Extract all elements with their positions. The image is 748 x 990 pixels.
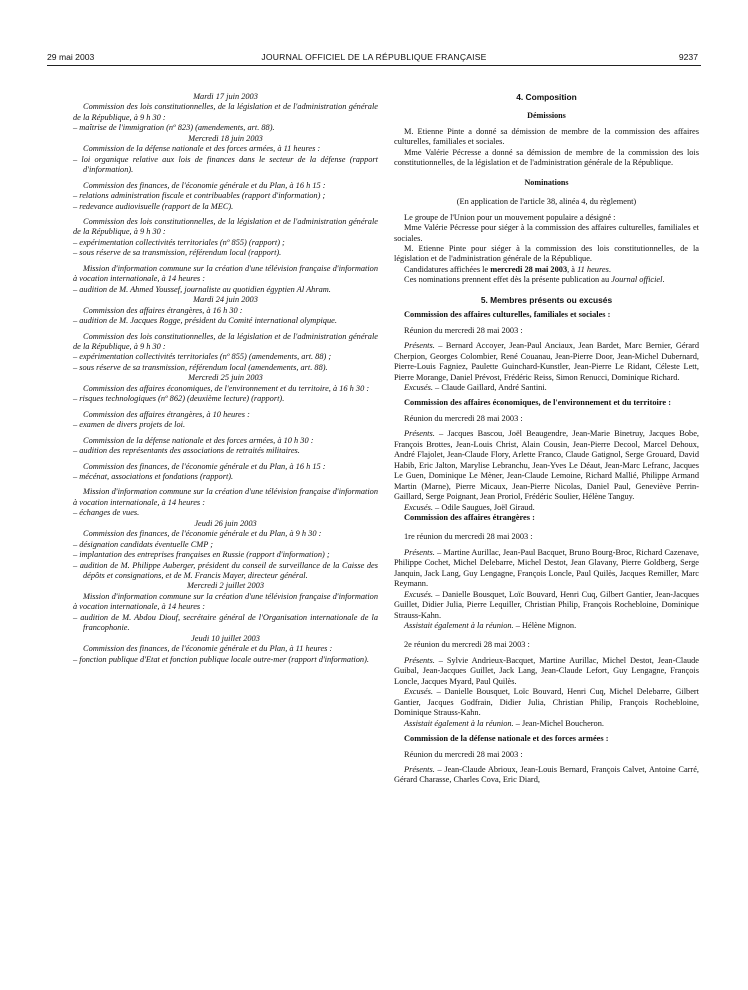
italic-journal: Journal officiel bbox=[611, 275, 663, 285]
assisting-list: – Hélène Mignon. bbox=[513, 621, 577, 631]
meeting-line: Commission des finances, de l'économie générale et du Plan, à 16 h 15 : bbox=[83, 180, 326, 190]
meeting-line: Mission d'information commune sur la création d'une télévision française d'information à vocation internationale, à 14 heures : bbox=[73, 487, 378, 507]
present-list: – Martine Aurillac, Jean-Paul Bacquet, Bruno Bourg-Broc, Richard Cazenave, Philippe Cochet, Michel Delebarre, Michel Destot, Jean Glavany, Pierre Goldberg, Serge Janquin, Jack Lang, Guy Lengagne, François Loncle, Paul Quilès, Jacques Remiller, Marc Reymann. bbox=[394, 547, 699, 589]
effect-paragraph bbox=[394, 275, 699, 285]
excused-list: – Danielle Bousquet, Loïc Bouvard, Henri Cuq, Michel Delebarre, Gilbert Gantier, Jacques Godfrain, Didier Julia, Christian Philip, François Rochebloine, Dominique Strauss-Kahn. bbox=[394, 687, 699, 718]
journal-title: JOURNAL OFFICIEL DE LA RÉPUBLIQUE FRANÇAISE bbox=[261, 52, 487, 62]
meeting-date: Réunion du mercredi 28 mai 2003 : bbox=[404, 413, 523, 423]
commission-name: Commission de la défense nationale et des forces armées : bbox=[404, 734, 609, 744]
present-label: Présents. bbox=[404, 655, 435, 665]
agenda-item: – audition de M. Philippe Auberger, président du conseil de surveillance de la Caisse des dépôts et consignations, et de M. Francis Mayer, directeur général. bbox=[73, 560, 378, 581]
attendance-present bbox=[394, 341, 699, 383]
present-label: Présents. bbox=[404, 429, 435, 439]
present-list: – Jean-Claude Abrioux, Jean-Louis Bernard, François Calvet, Antoine Carré, Gérard Charasse, Charles Cova, Eric Diard, bbox=[394, 765, 699, 785]
agenda-item: – maîtrise de l'immigration (nº 823) (amendements, art. 88). bbox=[73, 123, 275, 133]
agenda-item: – redevance audiovisuelle (rapport de la MEC). bbox=[73, 201, 234, 211]
paragraph: Le groupe de l'Union pour un mouvement populaire a désigné : bbox=[404, 212, 616, 222]
header-date: 29 mai 2003 bbox=[47, 52, 95, 62]
text-run: . bbox=[662, 275, 665, 285]
agenda-item: – mécénat, associations et fondations (rapport). bbox=[73, 471, 234, 481]
present-list: – Sylvie Andrieux-Bacquet, Martine Aurillac, Michel Destot, Jean-Claude Guibal, Jean-Jacques Guillet, Jack Lang, Jean-Claude Lefort, Guy Lengagne, François Loncle, Jacques Myard, Paul Quilès. bbox=[394, 655, 699, 686]
meeting-line: Commission des finances, de l'économie générale et du Plan, à 16 h 15 : bbox=[83, 461, 326, 471]
date-heading: Mercredi 18 juin 2003 bbox=[188, 133, 263, 143]
assisting-label: Assistait également à la réunion. bbox=[404, 621, 514, 631]
attendance-present bbox=[394, 765, 699, 786]
present-label: Présents. bbox=[404, 765, 435, 775]
italic-time: 11 heures bbox=[577, 264, 609, 274]
meeting-line: Commission des lois constitutionnelles, de la législation et de l'administration générale de la République, à 9 h 30 : bbox=[73, 331, 378, 351]
date-heading: Mardi 17 juin 2003 bbox=[193, 92, 258, 101]
attendance-present bbox=[394, 656, 699, 687]
text-run: Candidatures affichées le bbox=[404, 264, 491, 274]
agenda-item: – implantation des entreprises françaises en Russie (rapport d'information) ; bbox=[73, 550, 330, 560]
attendance-excused bbox=[394, 590, 699, 621]
attendance-present bbox=[394, 548, 699, 590]
meeting-date: 1re réunion du mercredi 28 mai 2003 : bbox=[404, 532, 533, 542]
paragraph: M. Etienne Pinte pour siéger à la commission des lois constitutionnelles, de la législation et de l'administration générale de la République. bbox=[394, 243, 699, 264]
meeting-line: Commission des finances, de l'économie générale et du Plan, à 11 heures : bbox=[83, 644, 333, 654]
agenda-item: – échanges de vues. bbox=[73, 508, 140, 518]
text-run: Ces nominations prennent effet dès la présente publication au bbox=[404, 275, 612, 285]
excused-label: Excusés. bbox=[404, 687, 433, 697]
agenda-item: – expérimentation collectivités territoriales (nº 855) (amendements, art. 88) ; bbox=[73, 352, 332, 362]
agenda-item: – relations administration fiscale et contribuables (rapport d'information) ; bbox=[73, 191, 326, 201]
agenda-item: – désignation candidats éventuelle CMP ; bbox=[73, 539, 214, 549]
attendance-assisting bbox=[394, 719, 699, 729]
present-list: – Jacques Bascou, Joël Beaugendre, Jean-Marie Binetruy, Jacques Bobe, François Brottes, Jean-Louis Christ, Alain Cousin, Jean-Pierre Decool, Marcel Dehoux, André Flajolet, Jean-Claude Flory, Arlette Franco, Claude Gatignol, Serge Grouard, David Habib, Eric Jalton, Marylise Lebranchu, Jean-Yves Le Déaut, Jean-Marc Lefranc, Jacques Le Guen, Dominique Le Mèner, Jean-Claude Lemoine, Richard Mallié, Philippe Armand Martin (Marne), Pierre Micaux, Jean-Pierre Nicolas, Daniel Paul, Geneviève Perrin-Gaillard, Serge Poignant, Jean Proriol, Frédéric Soulier, Hélène Tanguy. bbox=[394, 429, 699, 502]
excused-list: – Danielle Bousquet, Loïc Bouvard, Henri Cuq, Gilbert Gantier, Jean-Jacques Guillet, Didier Julia, Pierre Lequiller, Christian Philip, François Rochebloine, Dominique Strauss-Kahn. bbox=[394, 589, 699, 620]
agenda-item: – sous réserve de sa transmission, référendum local (amendements, art. 88). bbox=[73, 362, 328, 372]
text-run: , à bbox=[567, 264, 578, 274]
commission-name: Commission des affaires économiques, de l'environnement et du territoire : bbox=[404, 398, 671, 408]
present-list: – Bernard Accoyer, Jean-Paul Anciaux, Jean Bardet, Marc Bernier, Gérard Cherpion, Georges Colombier, René Couanau, Jean-Pierre Door, Jean-Michel Dubernard, Pierre-Louis Fagniez, Paulette Guinchard-Kunstler, Jean-Pierre Le Ridant, Céleste Lett, Pierre Morange, Daniel Prévost, Frédéric Reiss, Simon Renucci, Dominique Richard. bbox=[394, 341, 699, 382]
excused-list: – Odile Saugues, Joël Giraud. bbox=[432, 502, 535, 512]
meeting-line: Commission de la défense nationale et des forces armées, à 11 heures : bbox=[83, 144, 321, 154]
bold-date: mercredi 28 mai 2003 bbox=[490, 264, 568, 274]
meeting-line: Commission de la défense nationale et des forces armées, à 10 h 30 : bbox=[83, 435, 314, 445]
subsection-title: Démissions bbox=[527, 111, 566, 121]
attendance-excused bbox=[394, 383, 699, 393]
meeting-line: Commission des affaires étrangères, à 10 heures : bbox=[83, 409, 250, 419]
right-column bbox=[394, 92, 699, 786]
excused-label: Excusés. bbox=[404, 382, 433, 392]
meeting-line: Commission des lois constitutionnelles, de la législation et de l'administration générale de la République, à 9 h 30 : bbox=[73, 102, 378, 122]
meeting-line: Commission des affaires étrangères, à 16 h 30 : bbox=[83, 305, 243, 315]
agenda-item: – sous réserve de sa transmission, référendum local (rapport). bbox=[73, 248, 282, 258]
date-heading: Jeudi 26 juin 2003 bbox=[194, 518, 257, 528]
header-rule bbox=[47, 65, 701, 66]
paragraph: Mme Valérie Pécresse pour siéger à la commission des affaires culturelles, familiales et sociales. bbox=[394, 223, 699, 243]
agenda-item: – audition de M. Ahmed Youssef, journaliste au quotidien égyptien Al Ahram. bbox=[73, 284, 331, 294]
date-heading: Mercredi 25 juin 2003 bbox=[188, 373, 263, 383]
agenda-item: – examen de divers projets de loi. bbox=[73, 420, 186, 430]
meeting-line: Commission des finances, de l'économie générale et du Plan, à 9 h 30 : bbox=[83, 529, 322, 539]
regulation-reference: (En application de l'article 38, alinéa 4, du règlement) bbox=[456, 197, 637, 207]
attendance-excused bbox=[394, 503, 699, 513]
attendance-assisting bbox=[394, 621, 699, 631]
present-label: Présents. bbox=[404, 547, 435, 557]
meeting-line: Mission d'information commune sur la création d'une télévision française d'information à vocation internationale, à 14 heures : bbox=[73, 263, 378, 284]
present-label: Présents. bbox=[404, 341, 435, 351]
meeting-date: Réunion du mercredi 28 mai 2003 : bbox=[404, 749, 523, 759]
assisting-label: Assistait également à la réunion. bbox=[404, 718, 514, 728]
agenda-item: – fonction publique d'Etat et fonction publique locale outre-mer (rapport d'information). bbox=[73, 654, 369, 664]
meeting-line: Commission des lois constitutionnelles, de la législation et de l'administration générale de la République, à 9 h 30 : bbox=[73, 216, 378, 237]
agenda-item: – risques technologiques (nº 862) (deuxième lecture) (rapport). bbox=[73, 394, 285, 404]
meeting-line: Mission d'information commune sur la création d'une télévision française d'information à vocation internationale, à 14 heures : bbox=[73, 591, 378, 612]
excused-label: Excusés. bbox=[404, 502, 433, 512]
meeting-line: Commission des affaires économiques, de l'environnement et du territoire, à 16 h 30 : bbox=[83, 383, 370, 393]
attendance-present bbox=[394, 429, 699, 502]
agenda-item: – expérimentation collectivités territoriales (nº 855) (rapport) ; bbox=[73, 237, 285, 247]
subsection-title: Nominations bbox=[524, 177, 569, 187]
commission-name: Commission des affaires étrangères : bbox=[404, 512, 535, 522]
date-heading: Mercredi 2 juillet 2003 bbox=[186, 581, 264, 591]
attendance-excused bbox=[394, 687, 699, 718]
agenda-item: – audition de M. Jacques Rogge, président du Comité international olympique. bbox=[73, 316, 337, 326]
agenda-item: – audition de M. Abdou Diouf, secrétaire général de l'Organisation internationale de la francophonie. bbox=[73, 612, 378, 633]
meeting-date: 2e réunion du mercredi 28 mai 2003 : bbox=[404, 640, 530, 650]
candidatures-paragraph bbox=[394, 265, 699, 275]
paragraph: Mme Valérie Pécresse a donné sa démission de membre de la commission des lois constitutionnelles, de la législation et de l'administration générale de la République. bbox=[394, 147, 699, 168]
page-header bbox=[0, 52, 748, 66]
section-title: 4. Composition bbox=[516, 92, 577, 102]
left-column bbox=[73, 92, 378, 665]
section-title: 5. Membres présents ou excusés bbox=[480, 294, 613, 305]
paragraph: M. Etienne Pinte a donné sa démission de membre de la commission des affaires culturelles, familiales et sociales. bbox=[394, 126, 699, 147]
assisting-list: – Jean-Michel Boucheron. bbox=[513, 718, 604, 728]
page-number: 9237 bbox=[678, 52, 698, 62]
commission-name: Commission des affaires culturelles, familiales et sociales : bbox=[404, 310, 611, 320]
excused-label: Excusés. bbox=[404, 589, 433, 599]
date-heading: Mardi 24 juin 2003 bbox=[193, 295, 258, 305]
agenda-item: – audition des représentants des associations de retraités militaires. bbox=[73, 446, 300, 456]
meeting-date: Réunion du mercredi 28 mai 2003 : bbox=[404, 325, 523, 335]
text-run: . bbox=[608, 264, 611, 274]
date-heading: Jeudi 10 juillet 2003 bbox=[191, 633, 260, 643]
excused-list: – Claude Gaillard, André Santini. bbox=[432, 382, 547, 392]
agenda-item: – loi organique relative aux lois de finances dans le secteur de la défense (rapport d'information). bbox=[73, 154, 378, 175]
